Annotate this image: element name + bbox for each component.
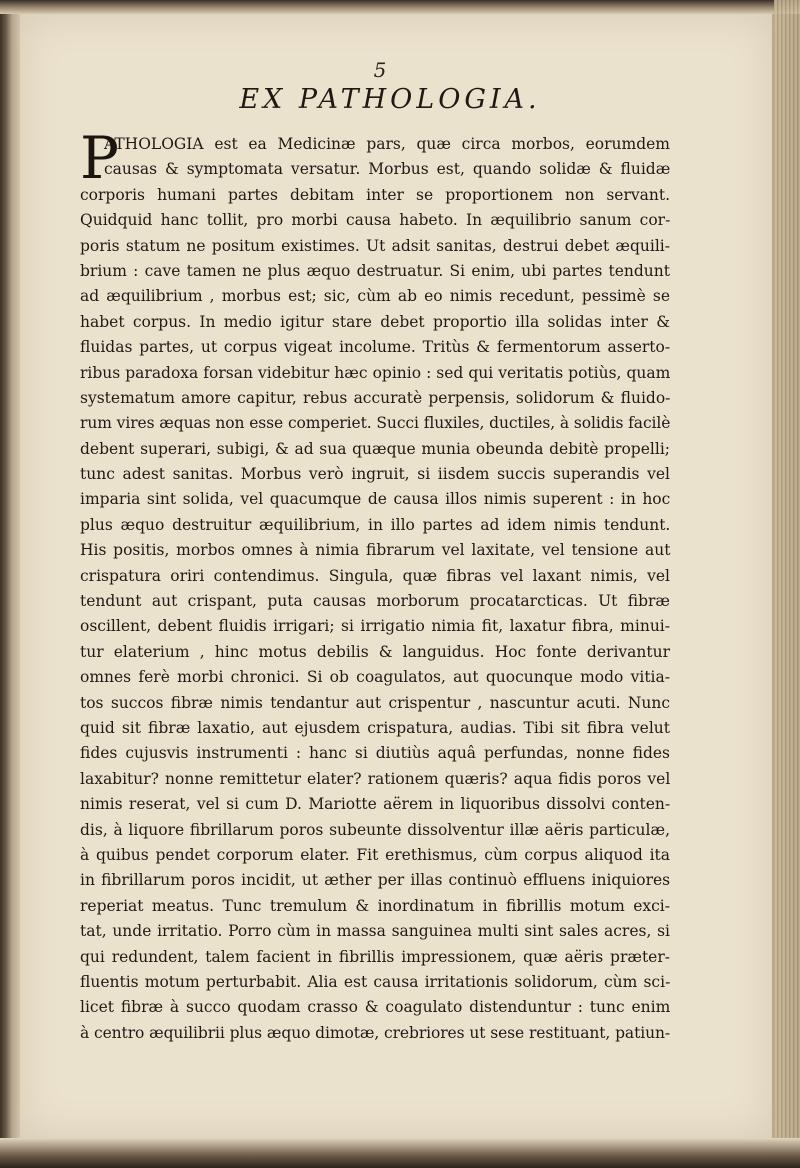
text-line: reperiat meatus. Tunc tremulum & inordinatum in fibrillis motum exci- [80, 896, 670, 915]
dropcap-initial: P [80, 124, 120, 192]
text-line: tos succos fibræ nimis tendantur aut crispentur , nascuntur acuti. Nunc [80, 693, 671, 712]
text-line: nimis reserat, vel si cum D. Mariotte aërem in liquoribus dissolvi conten- [80, 795, 671, 814]
text-line: omnes ferè morbi chronici. Si ob coagulatos, aut quocunque modo vitia- [80, 668, 670, 687]
text-line: tunc adest sanitas. Morbus verò ingruit, si iisdem succis superandis vel [80, 465, 670, 484]
text-line: plus æquo destruitur æquilibrium, in illo partes ad idem nimis tendunt. [80, 515, 671, 534]
top-page-edge [0, 0, 800, 14]
text-line: fluentis motum perturbabit. Alia est causa irritationis solidorum, cùm sci- [80, 972, 671, 991]
text-line: ATHOLOGIA est ea Medicinæ pars, quæ circa morbos, eorumdem [104, 135, 670, 153]
text-line: ad æquilibrium , morbus est; sic, cùm ab eo nimis recedunt, pessimè se [80, 287, 670, 306]
text-line: poris statum ne positum existimes. Ut adsit sanitas, destrui debet æquili- [80, 236, 670, 255]
bottom-page-edge [0, 1138, 800, 1168]
text-line: corporis humani partes debitam inter se proportionem non servant. [80, 185, 670, 204]
text-line: quid sit fibræ laxatio, aut ejusdem crispatura, audias. Tibi sit fibra velut [80, 718, 670, 737]
text-line: His positis, morbos omnes à nimia fibrarum vel laxitate, vel tensione aut [80, 541, 671, 560]
text-line: debent superari, subigi, & ad sua quæque munia obeunda debitè propelli; [80, 439, 670, 458]
text-line: imparia sint solida, vel quacumque de causa illos nimis superent : in hoc [80, 490, 671, 509]
text-line: tendunt aut crispant, puta causas morborum procatarcticas. Ut fibræ [80, 592, 670, 611]
text-line: brium : cave tamen ne plus æquo destruatur. Si enim, ubi partes tendunt [80, 261, 670, 280]
text-line: licet fibræ à succo quodam crasso & coagulato distenduntur : tunc enim [80, 998, 671, 1017]
text-line: rum vires æquas non esse comperiet. Succi fluxiles, ductiles, à solidis facilè [80, 414, 671, 433]
text-line: oscillent, debent fluidis irrigari; si irrigatio nimia fit, laxatur fibra, minui- [80, 617, 670, 636]
text-line: à quibus pendet corporum elater. Fit erethismus, cùm corpus aliquod ita [80, 845, 670, 864]
book-page [20, 14, 772, 1138]
text-line: fides cujusvis instrumenti : hanc si diutiùs aquâ perfundas, nonne fides [80, 744, 670, 763]
running-title: EX PATHOLOGIA. [239, 84, 541, 115]
text-line: à centro æquilibrii plus æquo dimotæ, crebriores ut sese restituant, patiun- [80, 1023, 670, 1042]
text-line: ribus paradoxa forsan videbitur hæc opinio : sed qui veritatis potiùs, quam [80, 363, 671, 382]
text-line: causas & symptomata versatur. Morbus est, quando solidæ & fluidæ [104, 160, 671, 179]
text-line: tat, unde irritatio. Porro cùm in massa sanguinea multi sint sales acres, si [80, 922, 670, 941]
text-line: qui redundent, talem facient in fibrillis impressionem, quæ aëris præter- [80, 947, 670, 966]
text-line: systematum amore capitur, rebus accuratè perpensis, solidorum & fluido- [80, 388, 671, 407]
text-line: Quidquid hanc tollit, pro morbi causa habeto. In æquilibrio sanum cor- [80, 211, 671, 230]
text-line: tur elaterium , hinc motus debilis & languidus. Hoc fonte derivantur [80, 642, 670, 661]
body-text [80, 124, 671, 1046]
text-line: in fibrillarum poros incidit, ut æther per illas continuò effluens iniquiores [80, 871, 671, 890]
text-line: dis, à liquore fibrillarum poros subeunte dissolventur illæ aëris particulæ, [80, 820, 670, 839]
text-line: laxabitur? nonne remittetur elater? rationem quæris? aqua fidis poros vel [80, 769, 671, 788]
text-line: fluidas partes, ut corpus vigeat incolume. Tritùs & fermentorum asserto- [80, 338, 671, 357]
text-line: habet corpus. In medio igitur stare debet proportio illa solidas inter & [80, 312, 670, 331]
page-stack-edge [774, 0, 800, 1168]
page-number: 5 [373, 58, 387, 82]
text-line: crispatura oriri contendimus. Singula, quæ fibras vel laxant nimis, vel [80, 566, 670, 585]
